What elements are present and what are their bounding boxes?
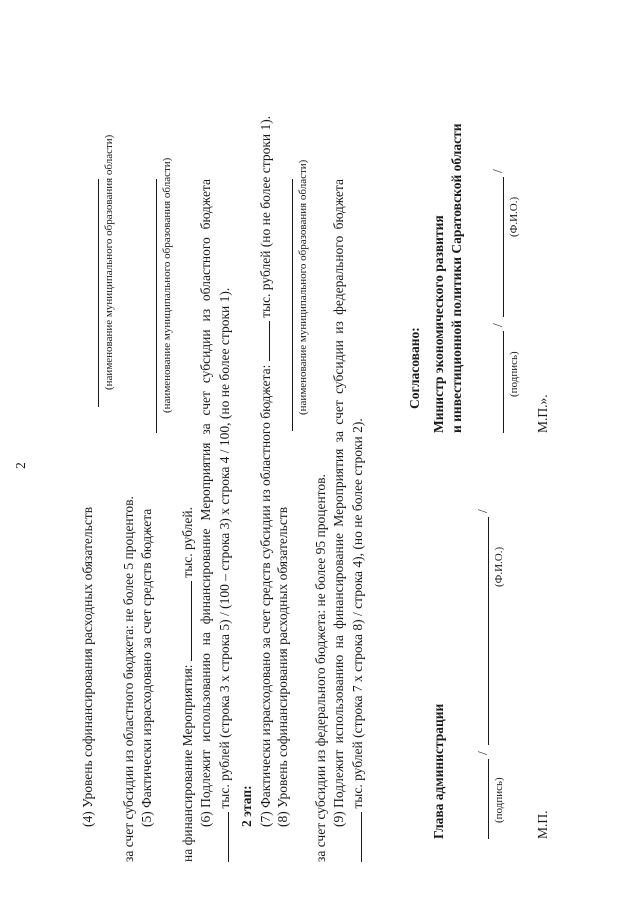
stamp-left: М.П. — [535, 810, 550, 839]
line-9-word: из — [331, 321, 346, 334]
minister-title-line-2: и инвестиционной политики Саратовской области — [449, 123, 464, 433]
line-6-word: субсидии — [198, 329, 213, 384]
slash-left-2: / — [475, 509, 490, 513]
caption-signature-right: (подпись) — [508, 351, 520, 397]
line-6-word: бюджета — [198, 179, 213, 230]
blank-mo-name-3 — [292, 179, 293, 431]
line-9-blank — [350, 812, 362, 862]
line-9-word: (9) Подлежит — [331, 749, 346, 827]
line-9-cont-text: тыс. рублей (строка 7 х строка 8) / строка 4), (но не более строки 2). — [350, 418, 365, 809]
line-4-text: (4) Уровень софинансирования расходных обязательств — [80, 506, 95, 827]
line-6-word: использованию — [198, 653, 213, 742]
line-6-word: областного — [198, 237, 213, 302]
stamp-right: М.П.». — [535, 394, 550, 433]
financing-label: на финансирование Мероприятия: — [180, 664, 195, 862]
line-6-word: финансирование — [198, 528, 213, 625]
line-5: (5) Фактически израсходовано за счет средств бюджета — [139, 508, 154, 827]
caption-name-left: (Ф.И.О.) — [493, 546, 505, 587]
line-9-word: бюджета — [331, 179, 346, 230]
line-9-word: Мероприятия — [331, 448, 346, 527]
signature-line-right — [503, 331, 504, 433]
line-7-blank — [258, 321, 270, 361]
line-subsidy-federal: за счет субсидии из федерального бюджета: не более 95 процентов. — [313, 474, 328, 862]
line-6-cont-text: тыс. рублей (строка 3 х строка 5) / (100 – строка 3) х строка 4 / 100, (но не более строки 1). — [217, 287, 232, 809]
line-9-word: федерального — [331, 235, 346, 315]
line-6-word: на — [198, 632, 213, 646]
line-9-word: на — [331, 635, 346, 649]
line-9-word: за — [331, 430, 346, 443]
line-4 — [81, 507, 95, 827]
line-9 — [332, 179, 346, 827]
line-financing — [180, 507, 195, 862]
name-line-left — [488, 517, 489, 745]
line-6-word: счет — [198, 391, 213, 416]
slash-right-2: / — [490, 169, 505, 173]
line-6-word: Мероприятия — [198, 442, 213, 521]
name-line-right — [503, 177, 504, 317]
line-8: (8) Уровень софинансирования расходных обязательств — [275, 506, 290, 827]
blank-mo-name-2 — [156, 179, 157, 433]
line-9-word: субсидии — [331, 340, 346, 394]
line-6-word: из — [198, 308, 213, 322]
line-6-word: (6) Подлежит — [198, 749, 213, 827]
slash-left-1: / — [475, 751, 490, 755]
caption-mo-name-2: (наименование муниципального образования области) — [161, 157, 173, 413]
line-6 — [199, 179, 213, 827]
line-6-blank — [217, 812, 229, 862]
agreed-heading: Согласовано: — [407, 327, 422, 409]
line-6-cont — [217, 288, 232, 862]
caption-signature-left: (подпись) — [493, 777, 505, 823]
caption-mo-name-1: (наименование муниципального образования области) — [103, 134, 115, 390]
slash-right-1: / — [490, 323, 505, 327]
financing-unit: тыс. рублей. — [180, 506, 195, 578]
minister-title-line-1: Министр экономического развития — [431, 215, 446, 433]
line-7-unit: тыс. рублей (но не более строки 1). — [258, 115, 273, 318]
stage-2-heading: 2 этап: — [239, 785, 254, 827]
line-9-word: использованию — [331, 654, 346, 744]
page-number: 2 — [13, 462, 28, 469]
blank-mo-name-1 — [98, 179, 99, 407]
line-9-word: финансирование — [331, 533, 346, 629]
signature-line-left — [488, 759, 489, 839]
line-7-text: (7) Фактически израсходовано за счет средств субсидии из областного бюджета: — [258, 364, 273, 827]
line-subsidy-regional: за счет субсидии из областного бюджета: не более 5 процентов. — [121, 496, 136, 862]
line-9-word: счет — [331, 400, 346, 425]
line-7 — [258, 116, 273, 827]
caption-mo-name-3: (наименование муниципального образования области) — [297, 159, 309, 415]
head-of-administration-title: Глава администрации — [431, 703, 446, 839]
line-9-cont — [350, 418, 365, 862]
line-6-word: за — [198, 423, 213, 435]
financing-blank — [180, 581, 192, 661]
caption-name-right: (Ф.И.О.) — [508, 196, 520, 237]
